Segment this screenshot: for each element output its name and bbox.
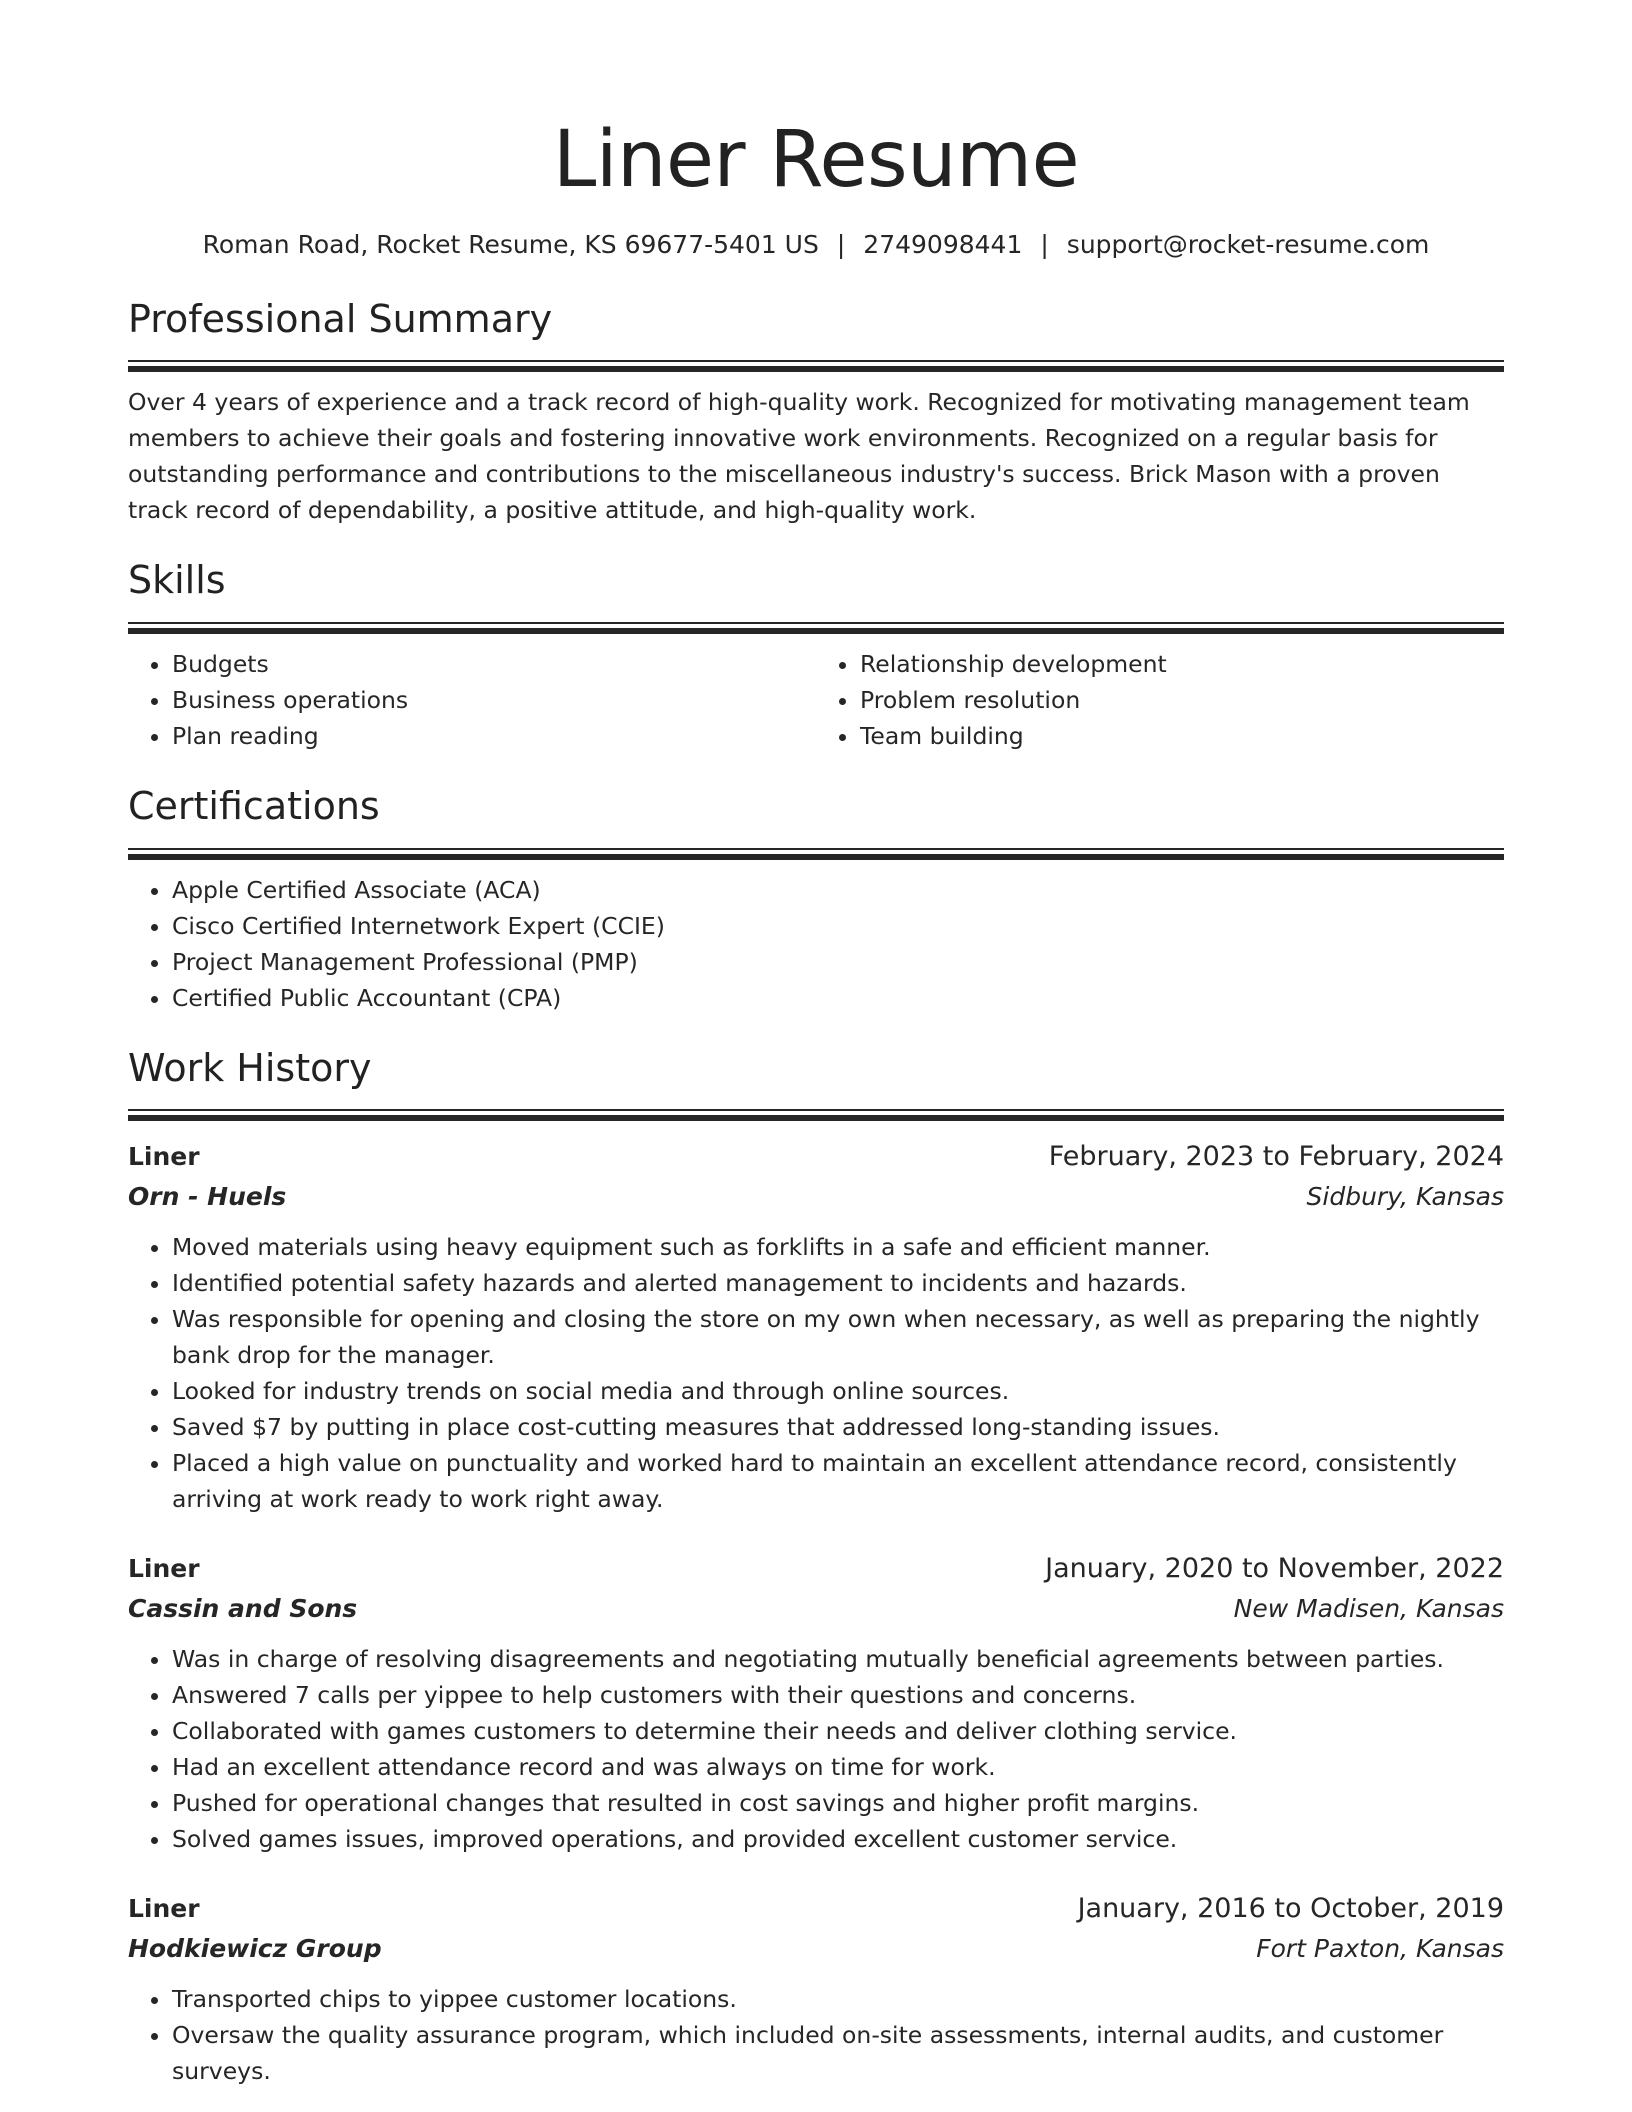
job-bullet: • Identified potential safety hazards and alerted management to incidents and hazards.: [172, 1265, 1504, 1301]
job-bullets: [128, 1641, 1504, 1857]
job-dates: January, 2020 to November, 2022: [1045, 1553, 1504, 1585]
skills-section: [128, 558, 1504, 754]
job-bullet: • Pushed for operational changes that resulted in cost savings and higher profit margins.: [172, 1785, 1504, 1821]
job-bullet: • Oversaw the quality assurance program, which included on-site assessments, internal audits, and customer surveys.: [172, 2017, 1504, 2089]
skill-item: • Team building: [860, 718, 1504, 754]
contact-phone: 2749098441: [863, 229, 1023, 259]
skill-item: • Plan reading: [172, 718, 816, 754]
skill-item: • Budgets: [172, 646, 816, 682]
job-bullets: [128, 1981, 1504, 2089]
job-title: Liner: [128, 1142, 200, 1172]
job-company-row: [128, 1929, 1504, 1969]
job-bullet: • Transported chips to yippee customer locations.: [172, 1981, 1504, 2017]
job-bullet: • Was responsible for opening and closing the store on my own when necessary, as well as preparing the nightly bank drop for the manager.: [172, 1301, 1504, 1373]
job-company: Hodkiewicz Group: [128, 1934, 382, 1964]
job-entry: [128, 1137, 1504, 1517]
contact-line: [128, 230, 1504, 259]
certification-item: • Certified Public Accountant (CPA): [172, 980, 1504, 1016]
certifications-section: [128, 784, 1504, 1016]
job-bullet: • Collaborated with games customers to determine their needs and deliver clothing service.: [172, 1713, 1504, 1749]
job-dates: February, 2023 to February, 2024: [1048, 1141, 1504, 1173]
skill-item: • Problem resolution: [860, 682, 1504, 718]
job-company: Cassin and Sons: [128, 1594, 358, 1624]
contact-email: support@rocket-resume.com: [1066, 229, 1430, 259]
job-company-row: [128, 1589, 1504, 1629]
summary-text: Over 4 years of experience and a track record of high-quality work. Recognized for motivating management team members to achieve their goals and fostering innovative work environments. Recognized on a regular basis for outstanding performance and contributions to the miscellaneous industry's success. Brick Mason with a proven track record of dependability, a positive attitude, and high-quality work.: [128, 388, 1470, 525]
contact-separator: |: [836, 229, 846, 259]
job-header-row: [128, 1137, 1504, 1177]
resume-name: Liner Resume: [552, 115, 1080, 205]
job-header-row: [128, 1549, 1504, 1589]
job-entry: [128, 1889, 1504, 2089]
contact-address: Roman Road, Rocket Resume, KS 69677-5401 US: [202, 229, 819, 259]
job-bullet: • Placed a high value on punctuality and worked hard to maintain an excellent attendance record, consistently arriving at work ready to work right away.: [172, 1445, 1504, 1517]
summary-section: [128, 297, 1504, 529]
job-location: Sidbury, Kansas: [1306, 1182, 1504, 1212]
job-location: New Madisen, Kansas: [1233, 1594, 1504, 1624]
job-bullets: [128, 1229, 1504, 1517]
section-divider: [128, 622, 1504, 634]
certification-item: • Apple Certified Associate (ACA): [172, 872, 1504, 908]
work-history-section: [128, 1046, 1504, 2090]
job-company: Orn - Huels: [128, 1182, 287, 1212]
section-divider: [128, 1109, 1504, 1121]
contact-separator: |: [1040, 229, 1049, 259]
section-divider: [128, 360, 1504, 372]
job-entry: [128, 1549, 1504, 1857]
section-title-summary: Professional Summary: [128, 296, 553, 341]
job-header-row: [128, 1889, 1504, 1929]
skills-list-right: [816, 646, 1504, 754]
section-divider: [128, 848, 1504, 860]
skills-list-left: [128, 646, 816, 754]
job-bullet: • Saved $7 by putting in place cost-cutting measures that addressed long-standing issues.: [172, 1409, 1504, 1445]
job-title: Liner: [128, 1894, 200, 1924]
skill-item: • Business operations: [172, 682, 816, 718]
section-title-certifications: Certifications: [128, 783, 380, 828]
job-title: Liner: [128, 1554, 200, 1584]
job-dates: January, 2016 to October, 2019: [1077, 1893, 1504, 1925]
section-title-work-history: Work History: [128, 1045, 372, 1090]
job-company-row: [128, 1177, 1504, 1217]
job-bullet: • Solved games issues, improved operations, and provided excellent customer service.: [172, 1821, 1504, 1857]
certification-item: • Cisco Certified Internetwork Expert (CCIE): [172, 908, 1504, 944]
job-bullet: • Had an excellent attendance record and was always on time for work.: [172, 1749, 1504, 1785]
job-bullet: • Answered 7 calls per yippee to help customers with their questions and concerns.: [172, 1677, 1504, 1713]
skills-grid: [128, 646, 1504, 754]
job-bullet: • Looked for industry trends on social media and through online sources.: [172, 1373, 1504, 1409]
skill-item: • Relationship development: [860, 646, 1504, 682]
section-title-skills: Skills: [128, 558, 226, 603]
certification-item: • Project Management Professional (PMP): [172, 944, 1504, 980]
certifications-list: [128, 872, 1504, 1016]
job-location: Fort Paxton, Kansas: [1256, 1934, 1504, 1964]
job-bullet: • Was in charge of resolving disagreements and negotiating mutually beneficial agreements between parties.: [172, 1641, 1504, 1677]
job-bullet: • Moved materials using heavy equipment such as forklifts in a safe and efficient manner.: [172, 1229, 1504, 1265]
